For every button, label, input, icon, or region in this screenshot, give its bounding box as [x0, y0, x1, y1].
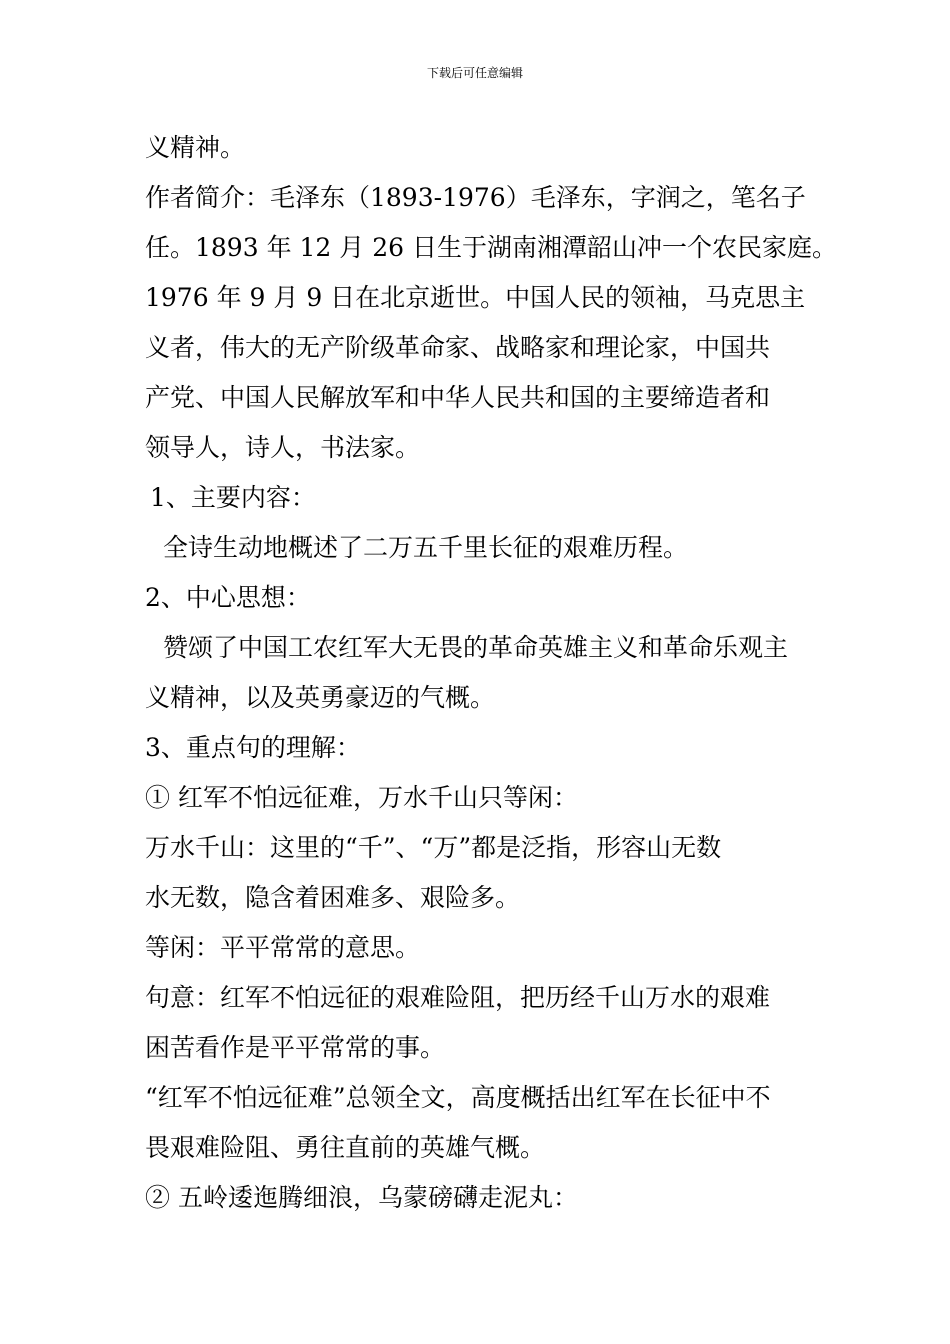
text-line: 产党、中国人民解放军和中华人民共和国的主要缔造者和	[145, 383, 771, 412]
text-line: 句意：红军不怕远征的艰难险阻，把历经千山万水的艰难	[145, 983, 771, 1012]
text-line: 义者，伟大的无产阶级革命家、战略家和理论家，中国共	[145, 333, 771, 362]
text-line: 任。1893 年 12 月 26 日生于湖南湘潭韶山冲一个农民家庭。	[145, 233, 837, 262]
text-line: 义精神。	[145, 133, 246, 162]
text-line: 全诗生动地概述了二万五千里长征的艰难历程。	[163, 533, 689, 562]
text-line: “红军不怕远征难”总领全文，高度概括出红军在长征中不	[145, 1083, 771, 1112]
text-line: ① 红军不怕远征难，万水千山只等闲：	[145, 783, 578, 812]
section-heading-main-content: 1、主要内容：	[150, 483, 316, 512]
section-heading-key-sentences: 3、重点句的理解：	[145, 733, 361, 762]
text-line: 义精神，以及英勇豪迈的气概。	[145, 683, 496, 712]
text-line: 1976 年 9 月 9 日在北京逝世。中国人民的领袖，马克思主	[145, 283, 806, 312]
section-heading-central-idea: 2、中心思想：	[145, 583, 311, 612]
page-header: 下载后可任意编辑	[426, 66, 523, 80]
text-line: 赞颂了中国工农红军大无畏的革命英雄主义和革命乐观主	[163, 633, 789, 662]
text-line: 畏艰难险阻、勇往直前的英雄气概。	[145, 1133, 546, 1162]
text-line: 等闲：平平常常的意思。	[145, 933, 421, 962]
text-line: 领导人，诗人，书法家。	[145, 433, 421, 462]
text-line: 万水千山：这里的“千”、“万”都是泛指，形容山无数	[145, 833, 722, 862]
text-line: ② 五岭逶迤腾细浪，乌蒙磅礴走泥丸：	[145, 1183, 578, 1212]
text-line: 困苦看作是平平常常的事。	[145, 1033, 446, 1062]
document-body	[145, 123, 845, 1223]
text-line: 作者简介：毛泽东（1893-1976）毛泽东，字润之，笔名子	[145, 183, 806, 212]
text-line: 水无数，隐含着困难多、艰险多。	[145, 883, 521, 912]
